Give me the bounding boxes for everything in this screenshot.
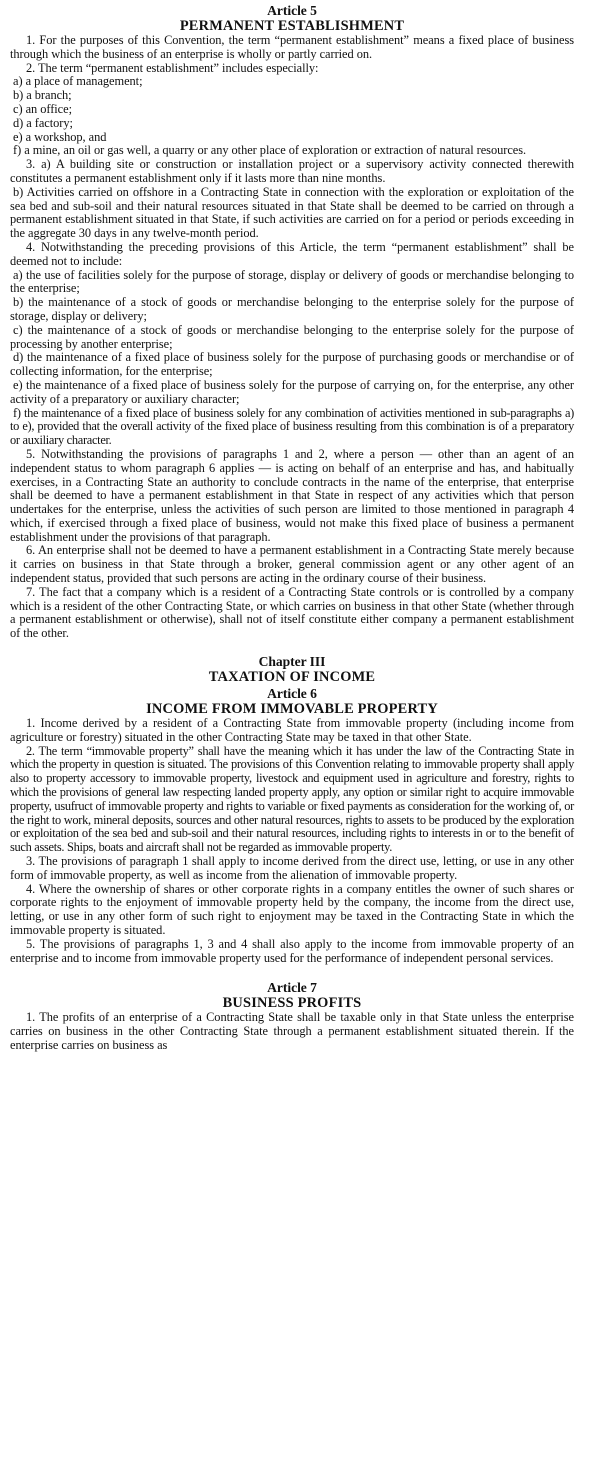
article-5-paragraph-2: 2. The term “permanent establishment” includes especially: <box>26 60 319 75</box>
article-6-title: INCOME FROM IMMOVABLE PROPERTY <box>146 700 438 717</box>
article-5-paragraph-2-item-f: f) a mine, an oil or gas well, a quarry or any other place of exploration or extraction of natural resources. <box>13 143 527 158</box>
article-7-section <box>10 981 574 1052</box>
article-5-paragraph-4: 4. Notwithstanding the preceding provisions of this Article, the term “permanent establishment” shall be deemed not to include: <box>10 239 574 268</box>
article-5-paragraph-3a: 3. a) A building site or construction or installation project or a supervisory activity connected therewith constitutes a permanent establishment only if it lasts more than nine months. <box>10 157 574 185</box>
article-5-paragraph-4-item-c: c) the maintenance of a stock of goods or merchandise belonging to the enterprise solely for the purpose of processing by another enterprise; <box>10 322 574 351</box>
article-5-paragraph-4-item-f: f) the maintenance of a fixed place of business solely for any combination of activities mentioned in sub-paragraphs a) to e), provided that the overall activity of the fixed place of business resulting from this combination is of a preparatory or auxiliary character. <box>10 405 574 448</box>
article-6-paragraph-1: 1. Income derived by a resident of a Contracting State from immovable property (including income from agriculture or forestry) situated in the other Contracting State may be taxed in that other State. <box>10 716 574 744</box>
article-5-paragraph-4-item-a: a) the use of facilities solely for the purpose of storage, display or delivery of goods or merchandise belonging to the enterprise; <box>10 267 574 296</box>
article-6-paragraph-5: 5. The provisions of paragraphs 1, 3 and 4 shall also apply to the income from immovable property of an enterprise and to income from immovable property used for the performance of independent personal services. <box>10 936 574 965</box>
article-5-paragraph-2-item-a: a) a place of management; <box>13 74 143 89</box>
article-5-paragraph-2-item-b: b) a branch; <box>13 88 72 103</box>
article-5-paragraph-4-item-b: b) the maintenance of a stock of goods or merchandise belonging to the enterprise solely for the purpose of storage, display or delivery; <box>10 295 574 323</box>
article-5-paragraph-7: 7. The fact that a company which is a resident of a Contracting State controls or is controlled by a company which is a resident of the other Contracting State, or which carries on business in that other State (whether through a permanent establishment or otherwise), shall not of itself constitute either company a permanent establishment of the other. <box>10 584 574 641</box>
article-7-title: BUSINESS PROFITS <box>222 994 362 1011</box>
article-6-paragraph-4: 4. Where the ownership of shares or other corporate rights in a company entitles the owner of such shares or corporate rights to the enjoyment of immovable property held by the company, the income from the direct use, letting, or use in any other form of such right to enjoyment may be taxed in the Contracting State in which the immovable property is situated. <box>10 881 574 938</box>
article-5-paragraph-2-item-d: d) a factory; <box>13 115 73 130</box>
article-5-paragraph-4-item-d: d) the maintenance of a fixed place of business solely for the purpose of purchasing goods or merchandise or of collecting information, for the enterprise; <box>10 350 574 379</box>
article-5-paragraph-4-item-e: e) the maintenance of a fixed place of business solely for the purpose of carrying on, for the enterprise, any other activity of a preparatory or auxiliary character; <box>10 377 574 406</box>
article-5-paragraph-3b: b) Activities carried on offshore in a Contracting State in connection with the exploration or exploitation of the sea bed and sub-soil and their natural resources situated in that State shall be deemed to be carried on through a permanent establishment situated in that State, if such activities are carried on for a period or periods exceeding in the aggregate 30 days in any twelve-month period. <box>10 184 574 241</box>
article-5-paragraph-6: 6. An enterprise shall not be deemed to have a permanent establishment in a Contracting State merely because it carries on business in that State through a broker, general commission agent or any other agent of an independent status, provided that such persons are acting in the ordinary course of their business. <box>10 543 574 586</box>
article-5-title: PERMANENT ESTABLISHMENT <box>179 17 405 34</box>
chapter-3-label: Chapter III <box>258 654 326 670</box>
article-5-paragraph-5: 5. Notwithstanding the provisions of paragraphs 1 and 2, where a person — other than an agent of an independent status to whom paragraph 6 applies — is acting on behalf of an enterprise and has, and habitually exercises, in a Contracting State an authority to conclude contracts in the name of the enterprise, that enterprise shall be deemed to have a permanent establishment in that State in respect of any activities which that person undertakes for the enterprise, unless the activities of such person are limited to those mentioned in paragraph 4 which, if exercised through a fixed place of business, would not make this fixed place of business a permanent establishment under the provisions of that paragraph. <box>10 446 574 544</box>
article-5-paragraph-2-item-c: c) an office; <box>13 101 72 116</box>
chapter-3-heading <box>10 655 574 685</box>
article-6-paragraph-3: 3. The provisions of paragraph 1 shall apply to income derived from the direct use, letting, or use in any other form of immovable property, as well as income from the alienation of immovable property. <box>10 854 574 882</box>
article-5-section <box>10 4 574 641</box>
article-7-paragraph-1: 1. The profits of an enterprise of a Contracting State shall be taxable only in that State unless the enterprise carries on business in the other Contracting State through a permanent establishment situated therein. If the enterprise carries on business as <box>10 1010 574 1052</box>
article-5-paragraph-2-item-e: e) a workshop, and <box>13 129 107 144</box>
article-6-paragraph-2: 2. The term “immovable property” shall have the meaning which it has under the law of the Contracting State in which the property in question is situated. The provisions of this Convention relating to immovable property shall apply also to property accessory to immovable property, livestock and equipment used in agriculture and forestry, rights to which the provisions of general law respecting landed property apply, any option or similar right to acquire immovable property, usufruct of immovable property and rights to variable or fixed payments as consideration for the working of, or the right to work, mineral deposits, sources and other natural resources, rights to assets to be produced by the exploration or exploitation of the sea bed and sub-soil and their natural resources, including rights to interests in or to the benefit of such assets. Ships, boats and aircraft shall not be regarded as immovable property. <box>10 743 574 855</box>
article-6-section <box>10 687 574 965</box>
article-5-paragraph-1: 1. For the purposes of this Convention, the term “permanent establishment” means a fixed place of business through which the business of an enterprise is wholly or partly carried on. <box>10 33 574 61</box>
article-5-label: Article 5 <box>267 3 317 18</box>
article-7-label: Article 7 <box>267 980 317 996</box>
chapter-3-title: TAXATION OF INCOME <box>208 668 376 685</box>
article-6-label: Article 6 <box>267 686 317 702</box>
